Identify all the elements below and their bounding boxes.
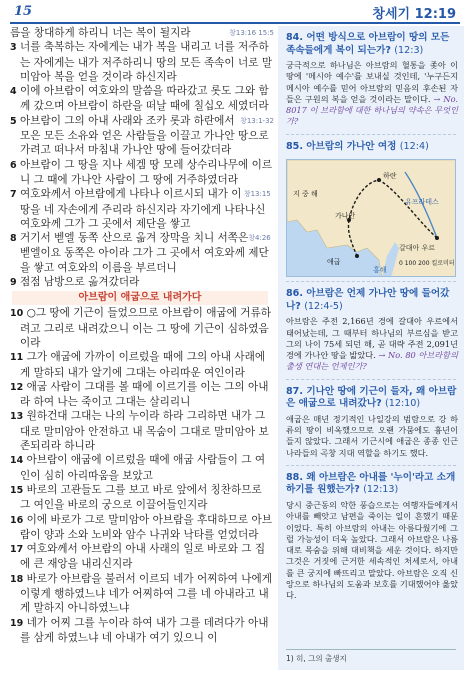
verse-number: 10 (10, 308, 24, 320)
page-header (0, 0, 470, 26)
verse-text: 여호와께서 아브람에게 나타나 이르시되 내가 이 땅을 네 자손에게 주리라 하신지라 자기에게 나타나신 여호와께 그가 그 곳에서 제단을 쌓고 (20, 188, 266, 230)
verse-number: 3 (10, 42, 17, 54)
map-label-sea: 지 중 해 (293, 190, 318, 199)
verse-number: 17 (10, 544, 24, 556)
map-label-river: 유프라테스 (405, 198, 439, 207)
verse-text: 름을 창대하게 하리니 너는 복이 될지라 (10, 27, 191, 39)
map-label-haran: 하란 (383, 172, 397, 181)
verse-crossref: 창13:16 15:5 (229, 29, 274, 37)
verses-top (6, 26, 274, 290)
verse (6, 84, 274, 114)
verse (6, 409, 274, 453)
question-84-answer: 궁극적으로 하나님은 아브람의 혈통을 좇아 이 땅에 '메시아 예수'를 보내실 것인데, '누구든지 메시아 예수를 믿어 아브람의 믿음의 후손된 자들은 구원의 복을 얻을 것이라는 말이다. → No. 8017 이 브라함에 대한 하나님의 약속은 무엇인가? (286, 60, 458, 127)
verse (6, 572, 274, 616)
verse (6, 275, 274, 290)
map-scale: 0 100 200 킬로미터 (399, 260, 455, 268)
verse (6, 513, 274, 543)
verse (6, 231, 274, 275)
verse-text: 거기서 벧엘 동쪽 산으로 옮겨 장막을 치니 서쪽은 벧엘이요 동쪽은 아이라 그가 그 곳에서 여호와께 제단을 쌓고 여호와의 이름을 부르더니 (20, 232, 269, 274)
footnote: 1) 히, 그의 출생지 (286, 649, 456, 664)
study-sidebar (278, 26, 464, 670)
verse-number: 5 (10, 115, 17, 127)
verse-number: 9 (10, 277, 17, 289)
verse (6, 26, 274, 40)
verse-number: 19 (10, 617, 24, 629)
verse-text: 이에 바로가 그로 말미암아 아브람을 후대하므로 아브람이 양과 소와 노비와 암수 나귀와 낙타를 얻었더라 (20, 513, 272, 541)
book-chapter-label: 창세기 12:19 (372, 7, 456, 22)
verse (6, 542, 274, 572)
question-84-title: 84. 어떤 방식으로 아브람이 땅의 모든 족속들에게 복이 되는가? (12:3) (286, 32, 450, 56)
verse-number: 4 (10, 86, 17, 98)
question-86-crossref: → No. 80 아브라함의 출생 연대는 언제인가? (286, 350, 458, 372)
verse-crossref: 창13:1-32 (240, 116, 274, 125)
verse-text: 바로의 고관들도 그를 보고 바로 앞에서 칭찬하므로 그 여인을 바로의 궁으로 이끌어들인지라 (20, 483, 262, 512)
verse-text: 원하건대 그대는 나의 누이라 하라 그리하면 내가 그대로 말미암아 안전하고 내 목숨이 그대로 말미암아 보존되리라 하니라 (20, 410, 269, 453)
map-label-ur: 갈대아 우르 (399, 244, 436, 253)
verse (6, 616, 274, 646)
verse-number: 12 (10, 381, 24, 393)
question-85-title: 85. 아브람의 가나안 여정 (12:4) (286, 140, 429, 152)
verse-number: 14 (10, 455, 24, 467)
section-heading: 아브람이 애굽으로 내려가다 (12, 291, 268, 305)
verse-text: 너를 축복하는 자에게는 내가 복을 내리고 너를 저주하는 자에게는 내가 저주하리니 땅의 모든 족속이 너로 말미암아 복을 얻을 것이라 하신지라 (20, 41, 273, 83)
verse (6, 380, 274, 410)
map-label-canaan: 가나안 (335, 212, 356, 221)
journey-map (286, 159, 456, 277)
question-85 (278, 135, 464, 156)
verse-text: 이에 아브람이 여호와의 말씀을 따라갔고 롯도 그와 함께 갔으며 아브람이 하란을 떠날 때에 칠십오 세였더라 (20, 85, 269, 113)
question-87 (278, 380, 464, 461)
verse-crossref: 창13:15 (243, 190, 271, 199)
verse-number: 15 (10, 484, 24, 496)
verse-number: 16 (10, 514, 24, 526)
verse (6, 306, 274, 350)
verse-number: 6 (10, 159, 17, 171)
verse-text: 아브람이 애굽에 이르렀을 때에 애굽 사람들이 그 여인이 심히 아리따움을 보았고 (20, 454, 266, 482)
verse (6, 158, 274, 188)
question-88-answer: 당시 중근동의 악한 풍습으로는 여행자들에게서 아내를 빼앗고 남편을 죽이는 일이 흔했기 때문이었다. 특히 아브람의 아내는 아름다웠기에 그럴 가능성이 더욱 높았다. 그래서 아브람은 나름대로 목숨을 위해 대비책을 세운 것이다. 하지만 그것은 거짓에 근거한 세속적인 처세로서, 아내를 큰 궁지에 빠뜨리고 말았다. 아브람은 오직 신앙으로 하나님의 도움과 보호를 기대했어야 옳았다. (286, 499, 458, 601)
verse (6, 453, 274, 483)
question-86-answer: 아브람은 주전 2,166년 경에 갈대아 우르에서 태어났는데, 그 때부터 하나님의 부르심을 받고 그의 나이 75세 되던 해, 곧 대략 주전 2,091년 경에 가나안 땅을 밟았다. → No. 80 아브라함의 출생 연대는 언제인가? (286, 316, 458, 372)
verse (6, 40, 274, 84)
verses-bottom (6, 306, 274, 645)
verse (6, 187, 274, 231)
question-88 (278, 466, 464, 604)
question-87-title: 87. 기나안 땅에 기근이 들자, 왜 아브람은 애굽으로 내려갔나? (12:10) (286, 385, 457, 410)
verse-number: 7 (10, 189, 17, 201)
verse (6, 350, 274, 380)
page-number: 15 (14, 4, 33, 19)
header-rule (10, 22, 460, 24)
question-86 (278, 282, 464, 374)
verse-number: 18 (10, 573, 24, 585)
question-84 (278, 26, 464, 130)
map-label-redsea: 홍해 (373, 266, 387, 275)
question-87-answer: 애굽은 매년 정기적인 나일강의 범람으로 강 하류의 땅이 비옥했으므로 오랜 가뭄에도 흉년이 들지 않았다. 그래서 기근시에 애굽은 종종 인근 나라들의 곡창 지대 역할을 하기도 했다. (286, 413, 458, 458)
scripture-column (6, 26, 274, 670)
verse-text: 아브람이 그의 아내 사래와 조카 롯과 하란에서 모은 모든 소유와 얻은 사람들을 이끌고 가나안 땅으로 가려고 떠나서 마침내 가나안 땅에 들어갔더라 (20, 114, 269, 157)
verse-text: ○그 땅에 기근이 들었으므로 아브람이 애굽에 거류하려고 그리로 내려갔으니 이는 그 땅에 기근이 심하였음이라 (20, 307, 271, 349)
verse-text: 애굽 사람이 그대를 볼 때에 이르기를 이는 그의 아내라 하여 나는 죽이고 그대는 살리리니 (20, 380, 269, 409)
verse-crossref: 창4:26 (248, 234, 271, 243)
verse-text: 바로가 아브람을 불러서 이르되 네가 어찌하여 나에게 이렇게 행하였느냐 네가 어찌하여 그를 네 아내라고 내게 말하지 아니하였느냐 (20, 572, 272, 615)
verse-text: 아브람이 그 땅을 지나 세겜 땅 모레 상수리나무에 이르니 그 때에 가나안 사람이 그 땅에 거주하였더라 (20, 158, 273, 186)
verse-text: 네가 어찌 그를 누이라 하여 내가 그를 데려다가 아내를 삼게 하였느냐 네 아내가 여기 있으니 이 (20, 616, 269, 644)
verse (6, 483, 274, 513)
verse-text: 그가 애굽에 가까이 이르렀을 때에 그의 아내 사래에게 말하되 내가 알기에 그대는 아리따운 여인이라 (20, 351, 266, 379)
verse-number: 13 (10, 411, 24, 423)
verse-number: 8 (10, 233, 17, 245)
verse (6, 114, 274, 158)
question-88-title: 88. 왜 아브람은 아내를 '누이'라고 소개하기를 원했는가? (12:13) (286, 471, 456, 496)
question-86-title: 86. 아브람은 언제 가나안 땅에 들어갔나? (12:4-5) (286, 288, 450, 312)
map-label-egypt: 애굽 (327, 258, 341, 267)
verse-text: 점점 남방으로 옮겨갔더라 (20, 276, 140, 289)
verse-text: 여호와께서 아브람의 아내 사래의 일로 바로와 그 집에 큰 재앙을 내리신지라 (20, 543, 266, 571)
question-84-crossref: → No. 8017 이 브라함에 대한 하나님의 약속은 무엇인가? (286, 93, 458, 127)
verse-number: 11 (10, 352, 24, 364)
